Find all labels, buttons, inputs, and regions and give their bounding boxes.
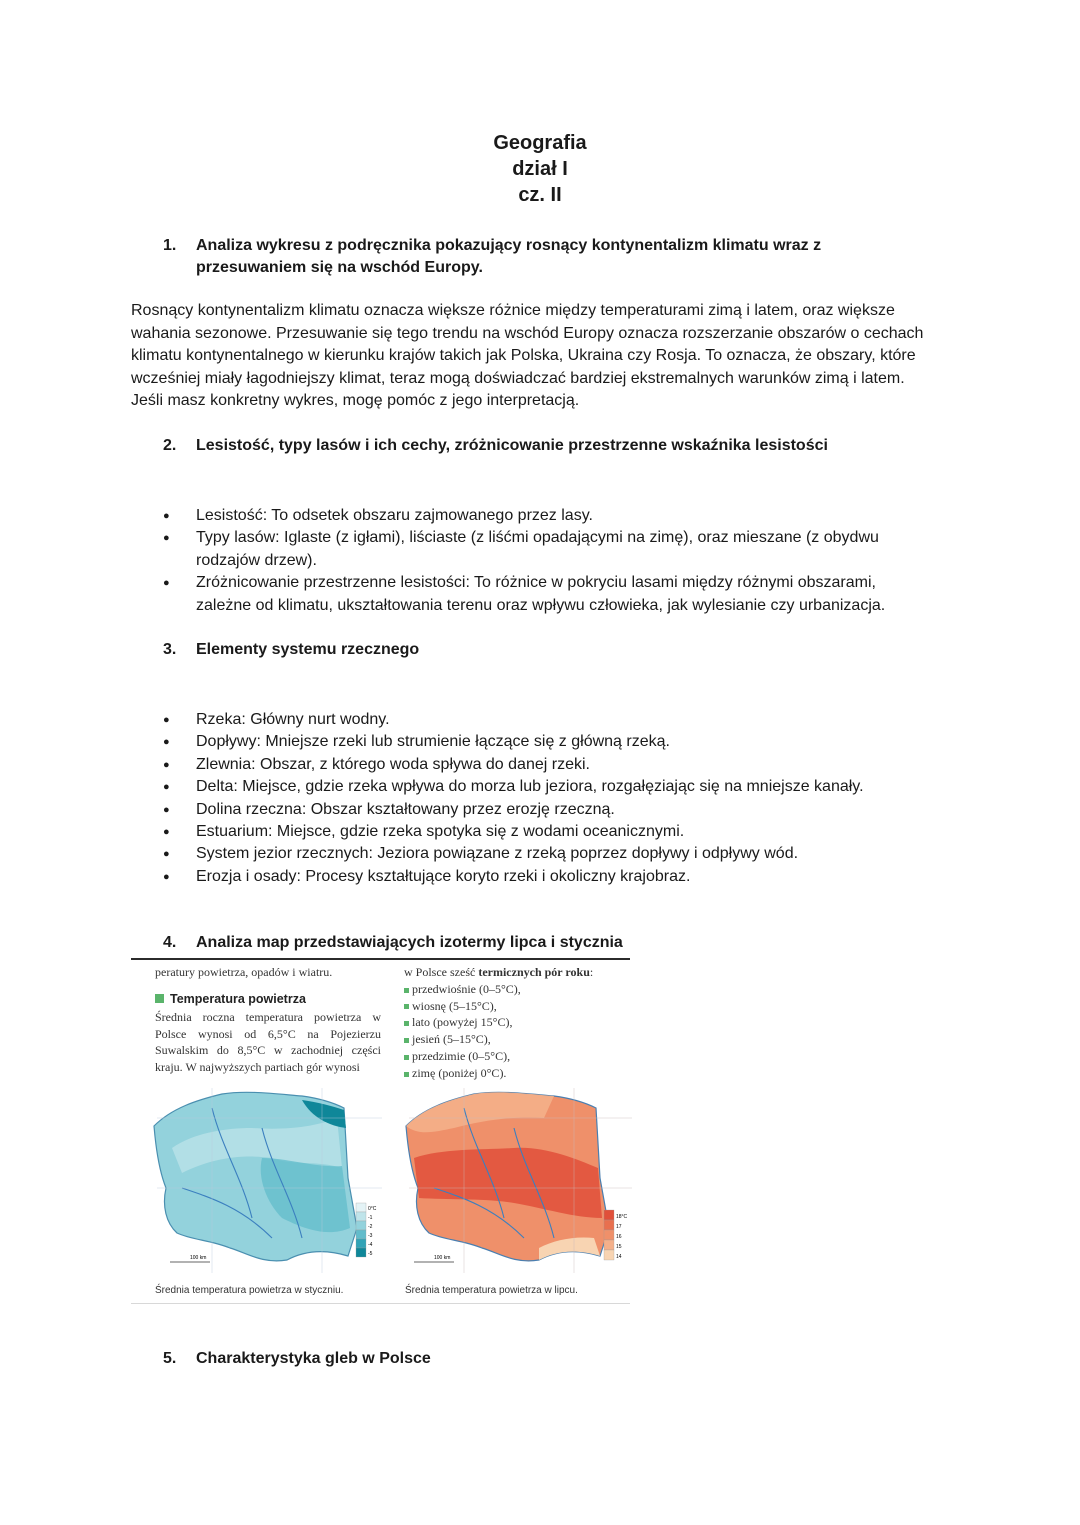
legend-label: -3 (368, 1233, 373, 1239)
legend-label: 16 (616, 1234, 622, 1240)
january-isotherm-map (152, 1088, 384, 1273)
heading-section-1 (163, 235, 856, 279)
list-item: ● Dopływy: Mniejsze rzeki lub strumienie łączące się z główną rzeką. (163, 731, 923, 753)
heading-number: 5. (163, 1350, 177, 1367)
season-item: zimę (poniżej 0°C). (404, 1065, 630, 1082)
legend-swatch (356, 1212, 366, 1221)
heading-number: 1. (163, 237, 177, 254)
season-item: przedzimie (0–5°C), (404, 1048, 630, 1065)
scale-label: 100 km (434, 1255, 451, 1261)
legend-swatch (604, 1230, 614, 1240)
legend-label: -4 (368, 1242, 373, 1248)
intro-text: w Polsce sześć (404, 965, 479, 979)
list-item: ● Delta: Miejsce, gdzie rzeka wpływa do morza lub jeziora, rozgałęziając się na mniejsze kanały. (163, 776, 923, 798)
heading-text: Analiza wykresu z podręcznika pokazujący rosnący kontynentalizm klimatu wraz z przesuwaniem się na wschód Europy. (196, 237, 822, 276)
intro-colon: : (589, 965, 594, 979)
intro-bold: termicznych pór roku (478, 965, 590, 979)
legend-label: 0°C (368, 1206, 377, 1212)
document-title (0, 130, 1080, 208)
legend-swatch (356, 1230, 366, 1239)
title-line-subject: Geografia (493, 132, 587, 154)
excerpt-left-body: Średnia roczna temperatura powietrza w Polsce wynosi od 6,5°C na Pojezierzu Suwalskim do 8,5°C w zachodniej części kraju. W najwyższych partiach gór wynosi (155, 1009, 381, 1075)
legend-swatch (356, 1221, 366, 1230)
list-item: ● Typy lasów: Iglaste (z igłami), liściaste (z liśćmi opadającymi na zimę), oraz mieszane (z obydwu rodzajów drzew). (163, 527, 923, 572)
caption-january-map: Średnia temperatura powietrza w styczniu. (155, 1285, 344, 1296)
legend-label: 15 (616, 1244, 622, 1250)
heading-section-3 (163, 639, 856, 661)
heading-number: 3. (163, 641, 177, 658)
legend-label: -1 (368, 1215, 373, 1221)
list-item: ● Zróżnicowanie przestrzenne lesistości: To różnice w pokryciu lasami między różnymi obszarami, zależne od klimatu, ukształtowania terenu oraz wpływu człowieka, jak wylesianie czy urbanizacja. (163, 572, 923, 617)
legend-swatch (604, 1220, 614, 1230)
heading-text: Charakterystyka gleb w Polsce (196, 1350, 431, 1367)
list-item: ● Dolina rzeczna: Obszar kształtowany przez erozję rzeczną. (163, 799, 923, 821)
july-isotherm-map (404, 1088, 634, 1273)
excerpt-left-column (155, 964, 381, 1076)
heading-text: Elementy systemu rzecznego (196, 641, 420, 658)
heading-section-5 (163, 1348, 856, 1370)
legend-label: 14 (616, 1254, 622, 1260)
excerpt-subheading (155, 992, 381, 1006)
excerpt-right-column (404, 964, 630, 1082)
list-item: ● Zlewnia: Obszar, z którego woda spływa do danej rzeki. (163, 754, 923, 776)
legend-swatch (356, 1239, 366, 1248)
season-item: jesień (5–15°C), (404, 1031, 630, 1048)
legend-swatch (604, 1250, 614, 1260)
season-item: wiosnę (5–15°C), (404, 998, 630, 1015)
list-forests (163, 505, 923, 617)
heading-text: Lesistość, typy lasów i ich cechy, zróżnicowanie przestrzenne wskaźnika lesistości (196, 437, 828, 454)
season-item: przedwiośnie (0–5°C), (404, 981, 630, 998)
list-item: ● System jezior rzecznych: Jeziora powiązane z rzeką poprzez dopływy i odpływy wód. (163, 843, 923, 865)
list-item: ● Erozja i osady: Procesy kształtujące koryto rzeki i okoliczny krajobraz. (163, 866, 923, 888)
list-item: ● Estuarium: Miejsce, gdzie rzeka spotyka się z wodami oceanicznymi. (163, 821, 923, 843)
scale-label: 100 km (190, 1255, 207, 1261)
heading-section-2 (163, 435, 896, 457)
excerpt-right-intro (404, 964, 630, 981)
title-line-section: dział I (512, 158, 568, 180)
legend-swatch (604, 1210, 614, 1220)
list-item: ● Rzeka: Główny nurt wodny. (163, 709, 923, 731)
heading-text: Analiza map przedstawiających izotermy lipca i stycznia (196, 934, 623, 951)
heading-section-4 (163, 932, 856, 954)
legend-label: -2 (368, 1224, 373, 1230)
legend-swatch (356, 1203, 366, 1212)
green-square-icon (155, 994, 164, 1003)
legend-swatch (604, 1240, 614, 1250)
legend-label: 18°C (616, 1214, 628, 1220)
heading-number: 4. (163, 934, 177, 951)
excerpt-subheading-text: Temperatura powietrza (170, 991, 306, 1006)
title-line-part: cz. II (518, 184, 562, 206)
legend-swatch (356, 1248, 366, 1257)
list-river-system (163, 709, 923, 888)
legend-label: -5 (368, 1251, 373, 1257)
legend-label: 17 (616, 1224, 622, 1230)
excerpt-left-top: peratury powietrza, opadów i wiatru. (155, 965, 333, 979)
list-item: ● Lesistość: To odsetek obszaru zajmowanego przez lasy. (163, 505, 923, 527)
season-item: lato (powyżej 15°C), (404, 1014, 630, 1031)
caption-july-map: Średnia temperatura powietrza w lipcu. (405, 1285, 578, 1296)
heading-number: 2. (163, 437, 177, 454)
paragraph-continentalism: Rosnący kontynentalizm klimatu oznacza większe różnice między temperaturami zimą i latem, oraz większe wahania sezonowe. Przesuwanie się tego trendu na wschód Europy oznacza rozszerzanie obszarów o cechach klimatu kontynentalnego w kierunku krajów takich jak Polska, Ukraina czy Rosja. To oznacza, że obszary, które wcześniej miały łagodniejszy klimat, teraz mogą doświadczać bardziej ekstremalnych warunków zimą i latem. Jeśli masz konkretny wykres, mogę pomóc z jego interpretacją. (131, 302, 924, 410)
